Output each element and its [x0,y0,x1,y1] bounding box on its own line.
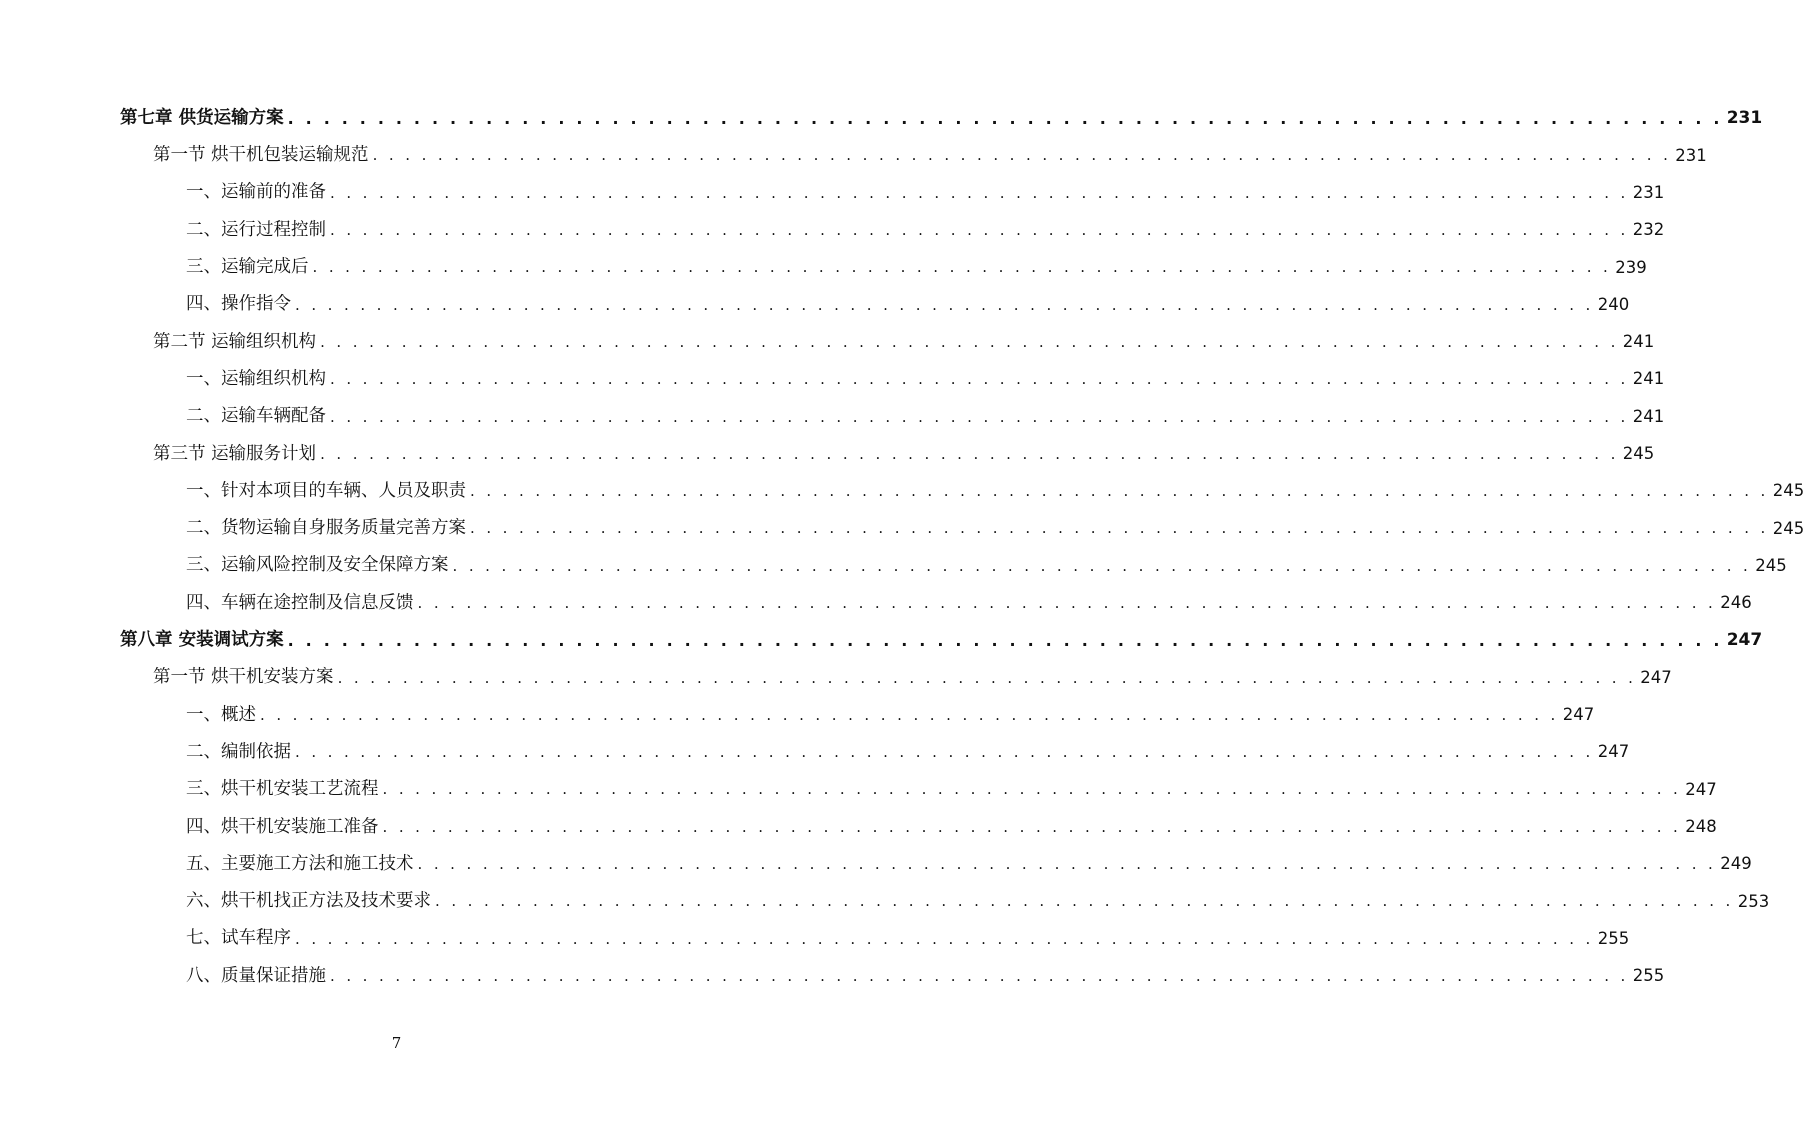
toc-subsection-entry[interactable] [0,883,1770,920]
toc-section-entry[interactable] [0,659,1672,696]
toc-entry-title: 八、质量保证措施 [186,965,326,986]
toc-entry-title: 五、主要施工方法和施工技术 [186,853,414,874]
toc-entry-page: 255 [1597,928,1630,948]
toc-dot-leader: . . . . . . . . . . . . . . . . . . . . . . . . . . . . . . . . . . . . . . . . . . . . . . . . . . . . . . . . . . . . . . . . . . . . . . . . . . . . . . . . [417,594,1717,612]
toc-entry-page: 245 [1772,481,1804,501]
toc-entry-page: 231 [1675,145,1707,165]
toc-subsection-entry[interactable] [0,734,1630,771]
toc-dot-leader: . . . . . . . . . . . . . . . . . . . . . . . . . . . . . . . . . . . . . . . . . . . . . . . . . . . . . . . . . . . . . . . . . . . . . . . . . . . . . . . . [470,482,1769,501]
toc-section-entry[interactable] [0,137,1707,174]
toc-dot-leader: . . . . . . . . . . . . . . . . . . . . . . . . . . . . . . . . . . . . . . . . . . . . . . . . . . . . . . . . . . . . . . . . . . . . . . . . . . . . . . . . [417,855,1717,874]
toc-subsection-entry[interactable] [0,249,1647,286]
toc-entry-page: 231 [1726,108,1763,129]
toc-dot-leader: . . . . . . . . . . . . . . . . . . . . . . . . . . . . . . . . . . . . . . . . . . . . . . . . . . . . . . . . . . . . . . . . . . . . . . . . . . . . . . . . [260,705,1559,724]
toc-subsection-entry[interactable] [0,697,1595,734]
toc-dot-leader: . . . . . . . . . . . . . . . . . . . . . . . . . . . . . . . . . . . . . . . . . . . . . . . . . . . . . . . . . . . . . . . . . . . . . . . . . . . . . . . . [330,221,1629,240]
toc-subsection-entry[interactable] [0,398,1665,435]
toc-entry-title: 一、运输前的准备 [186,182,326,203]
toc-dot-leader: . . . . . . . . . . . . . . . . . . . . . . . . . . . . . . . . . . . . . . . . . . . . . . . . . . . . . . . . . . . . . . . . . . . . . . . . . . . . . . . . [435,892,1734,911]
toc-entry-title: 二、运输车辆配备 [186,406,326,427]
toc-entry-title: 二、运行过程控制 [186,219,326,240]
toc-entry-title: 第七章 供货运输方案 [120,107,284,128]
toc-entry-title: 第八章 安装调试方案 [120,630,284,651]
toc-subsection-entry[interactable] [0,921,1630,958]
toc-subsection-entry[interactable] [0,548,1787,585]
toc-entry-page: 245 [1755,555,1787,575]
toc-dot-leader: . . . . . . . . . . . . . . . . . . . . . . . . . . . . . . . . . . . . . . . . . . . . . . . . . . . . . . . . . . . . . . . . . . . . . . . . . . . . . . . . [330,407,1629,426]
toc-subsection-entry[interactable] [0,510,1804,547]
toc-subsection-entry[interactable] [0,473,1804,510]
toc-section-entry[interactable] [0,324,1655,361]
toc-chapter-entry[interactable] [0,100,1763,137]
toc-entry-title: 二、货物运输自身服务质量完善方案 [186,518,466,539]
toc-dot-leader: . . . . . . . . . . . . . . . . . . . . . . . . . . . . . . . . . . . . . . . . . . . . . . . . . . . . . . . . . . . . . . . . . . . . . . . . . . . . . . . . [452,556,1752,575]
toc-entry-page: 255 [1632,966,1665,986]
toc-subsection-entry[interactable] [0,846,1752,883]
toc-entry-page: 241 [1622,332,1655,352]
toc-dot-leader: . . . . . . . . . . . . . . . . . . . . . . . . . . . . . . . . . . . . . . . . . . . . . . . . . . . . . . . . . . . . . . . . . . . . . . . . . . . . . . . . [295,743,1594,762]
toc-entry-title: 七、试车程序 [186,928,291,949]
toc-entry-page: 247 [1640,667,1672,687]
toc-entry-page: 245 [1622,444,1655,464]
toc-entry-page: 239 [1615,257,1647,277]
toc-entry-title: 二、编制依据 [186,741,291,762]
toc-entry-page: 247 [1685,779,1717,799]
toc-dot-leader: . . . . . . . . . . . . . . . . . . . . . . . . . . . . . . . . . . . . . . . . . . . . . . . . . . . . . . . . . . . . . . . . . . . . . . . . . . . . . . . . [330,966,1629,985]
toc-entry-page: 245 [1772,518,1804,538]
toc-subsection-entry[interactable] [0,175,1665,212]
table-of-contents [0,100,1804,995]
toc-dot-leader: . . . . . . . . . . . . . . . . . . . . . . . . . . . . . . . . . . . . . . . . . . . . . . . . . . . . . . . . . . . . . . . . . . . . . . . . . . . . . . . . [295,295,1594,314]
toc-dot-leader: . . . . . . . . . . . . . . . . . . . . . . . . . . . . . . . . . . . . . . . . . . . . . . . . . . . . . . . . . . . . . . . . . . . . . . . . . . . . . . . . [330,370,1629,389]
toc-dot-leader: . . . . . . . . . . . . . . . . . . . . . . . . . . . . . . . . . . . . . . . . . . . . . . . . . . . . . . . . . . . . . . . . . . . . . . . . . . . . . . . . [295,929,1594,948]
toc-entry-page: 253 [1737,891,1770,911]
toc-dot-leader: . . . . . . . . . . . . . . . . . . . . . . . . . . . . . . . . . . . . . . . . . . . . . . . . . . . . . . . . . . . . . . . . . . . . . . . . . . . . . . . . [330,183,1629,202]
toc-entry-page: 231 [1632,182,1665,202]
toc-entry-title: 第一节 烘干机包装运输规范 [153,145,369,166]
toc-entry-page: 240 [1597,294,1630,314]
toc-dot-leader: . . . . . . . . . . . . . . . . . . . . . . . . . . . . . . . . . . . . . . . . . . . . . . . . . . . . . . . . . . . . . . . . . . . . . . . . . . . . . . . . [320,332,1619,351]
toc-entry-page: 249 [1720,854,1752,874]
toc-entry-title: 四、车辆在途控制及信息反馈 [186,592,414,613]
toc-dot-leader: . . . . . . . . . . . . . . . . . . . . . . . . . . . . . . . . . . . . . . . . . . . . . . . . . . . . . . . . . . . . . . . . . . . . . . . . . . . . . . . . [337,668,1637,687]
toc-entry-title: 三、烘干机安装工艺流程 [186,779,379,800]
toc-entry-title: 第三节 运输服务计划 [153,443,317,464]
toc-subsection-entry[interactable] [0,212,1665,249]
toc-entry-page: 232 [1632,220,1665,240]
toc-entry-page: 241 [1632,406,1665,426]
toc-entry-title: 四、操作指令 [186,294,291,315]
toc-entry-page: 247 [1597,742,1630,762]
toc-section-entry[interactable] [0,436,1655,473]
toc-chapter-entry[interactable] [0,622,1763,659]
toc-entry-title: 三、运输完成后 [186,257,309,278]
toc-entry-page: 247 [1726,630,1763,651]
toc-entry-title: 六、烘干机找正方法及技术要求 [186,891,431,912]
toc-entry-page: 246 [1720,593,1752,613]
toc-entry-title: 一、针对本项目的车辆、人员及职责 [186,480,466,501]
toc-dot-leader: . . . . . . . . . . . . . . . . . . . . . . . . . . . . . . . . . . . . . . . . . . . . . . . . . . . . . . . . . . . . . . . . . . . . . . . . . . . . . . . . [320,444,1619,463]
toc-entry-title: 三、运输风险控制及安全保障方案 [186,555,449,576]
toc-entry-page: 241 [1632,369,1665,389]
toc-dot-leader: . . . . . . . . . . . . . . . . . . . . . . . . . . . . . . . . . . . . . . . . . . . . . . . . . . . . . . . . . . . . . . . . . . . . . . . . . . . . . . . . [287,630,1723,650]
toc-entry-page: 247 [1562,705,1595,725]
toc-dot-leader: . . . . . . . . . . . . . . . . . . . . . . . . . . . . . . . . . . . . . . . . . . . . . . . . . . . . . . . . . . . . . . . . . . . . . . . . . . . . . . . . [382,780,1682,799]
toc-entry-title: 四、烘干机安装施工准备 [186,816,379,837]
toc-subsection-entry[interactable] [0,286,1630,323]
toc-subsection-entry[interactable] [0,958,1665,995]
toc-dot-leader: . . . . . . . . . . . . . . . . . . . . . . . . . . . . . . . . . . . . . . . . . . . . . . . . . . . . . . . . . . . . . . . . . . . . . . . . . . . . . . . . [312,258,1612,277]
toc-subsection-entry[interactable] [0,771,1717,808]
toc-dot-leader: . . . . . . . . . . . . . . . . . . . . . . . . . . . . . . . . . . . . . . . . . . . . . . . . . . . . . . . . . . . . . . . . . . . . . . . . . . . . . . . . [382,817,1682,836]
toc-dot-leader: . . . . . . . . . . . . . . . . . . . . . . . . . . . . . . . . . . . . . . . . . . . . . . . . . . . . . . . . . . . . . . . . . . . . . . . . . . . . . . . . [372,146,1672,165]
toc-entry-title: 第一节 烘干机安装方案 [153,667,334,688]
toc-entry-title: 一、运输组织机构 [186,368,326,389]
toc-dot-leader: . . . . . . . . . . . . . . . . . . . . . . . . . . . . . . . . . . . . . . . . . . . . . . . . . . . . . . . . . . . . . . . . . . . . . . . . . . . . . . . . [470,519,1769,538]
toc-subsection-entry[interactable] [0,361,1665,398]
toc-entry-title: 一、概述 [186,704,256,725]
toc-subsection-entry[interactable] [0,809,1717,846]
toc-subsection-entry[interactable] [0,585,1752,622]
toc-entry-page: 248 [1685,817,1717,837]
page-number: 7 [391,1034,402,1052]
toc-entry-title: 第二节 运输组织机构 [153,331,317,352]
toc-dot-leader: . . . . . . . . . . . . . . . . . . . . . . . . . . . . . . . . . . . . . . . . . . . . . . . . . . . . . . . . . . . . . . . . . . . . . . . . . . . . . . . . [287,108,1723,128]
